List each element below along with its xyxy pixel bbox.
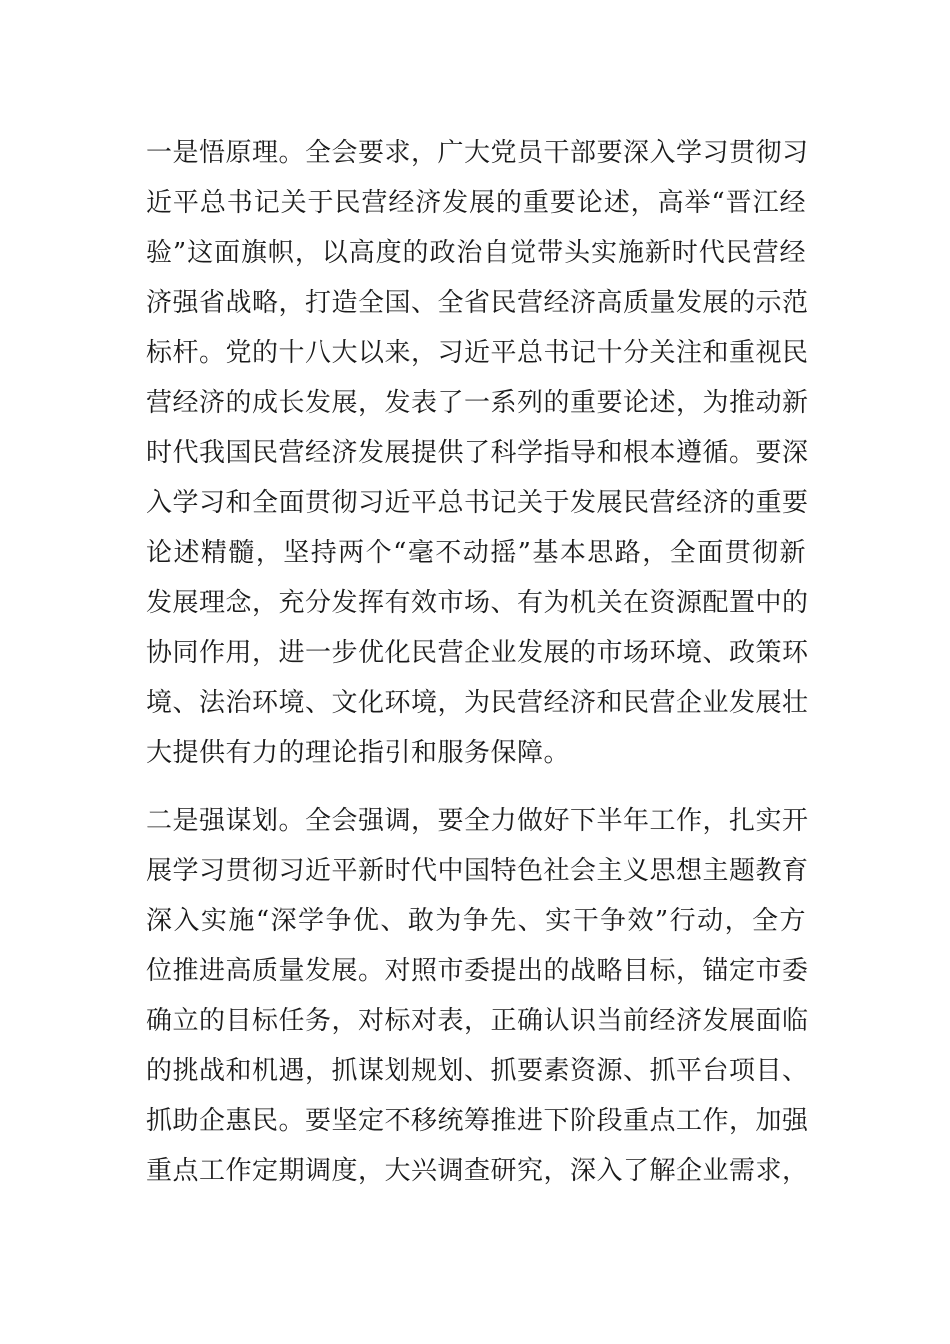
text-line: 深入实施“深学争优、敢为争先、实干争效”行动，全方	[146, 906, 806, 936]
text-line: 发展理念，充分发挥有效市场、有为机关在资源配置中的	[146, 588, 809, 618]
text-line: 抓助企惠民。要坚定不移统筹推进下阶段重点工作，加强	[146, 1106, 809, 1136]
text-line: 位推进高质量发展。对照市委提出的战略目标，锚定市委	[146, 956, 809, 986]
text-line: 确立的目标任务，对标对表，正确认识当前经济发展面临	[146, 1006, 809, 1036]
text-line: 近平总书记关于民营经济发展的重要论述，高举“晋江经	[146, 188, 806, 218]
text-line: 大提供有力的理论指引和服务保障。	[146, 738, 571, 768]
text-line: 二是强谋划。全会强调，要全力做好下半年工作，扎实开	[146, 806, 809, 836]
text-line: 论述精髓，坚持两个“毫不动摇”基本思路，全面贯彻新	[146, 538, 806, 568]
text-line: 标杆。党的十八大以来，习近平总书记十分关注和重视民	[146, 338, 809, 368]
text-line: 展学习贯彻习近平新时代中国特色社会主义思想主题教育	[146, 856, 809, 886]
text-line: 验”这面旗帜，以高度的政治自觉带头实施新时代民营经	[146, 238, 806, 268]
text-line: 重点工作定期调度，大兴调查研究，深入了解企业需求，	[146, 1156, 809, 1186]
text-line: 的挑战和机遇，抓谋划规划、抓要素资源、抓平台项目、	[146, 1056, 809, 1086]
text-line: 入学习和全面贯彻习近平总书记关于发展民营经济的重要	[146, 488, 809, 518]
paragraph-principle	[146, 128, 809, 778]
text-line: 一是悟原理。全会要求，广大党员干部要深入学习贯彻习	[146, 138, 809, 168]
text-line: 济强省战略，打造全国、全省民营经济高质量发展的示范	[146, 288, 809, 318]
paragraph-planning	[146, 796, 809, 1196]
text-line: 协同作用，进一步优化民营企业发展的市场环境、政策环	[146, 638, 809, 668]
text-line: 境、法治环境、文化环境，为民营经济和民营企业发展壮	[146, 688, 809, 718]
text-line: 营经济的成长发展，发表了一系列的重要论述，为推动新	[146, 388, 809, 418]
text-line: 时代我国民营经济发展提供了科学指导和根本遵循。要深	[146, 438, 809, 468]
